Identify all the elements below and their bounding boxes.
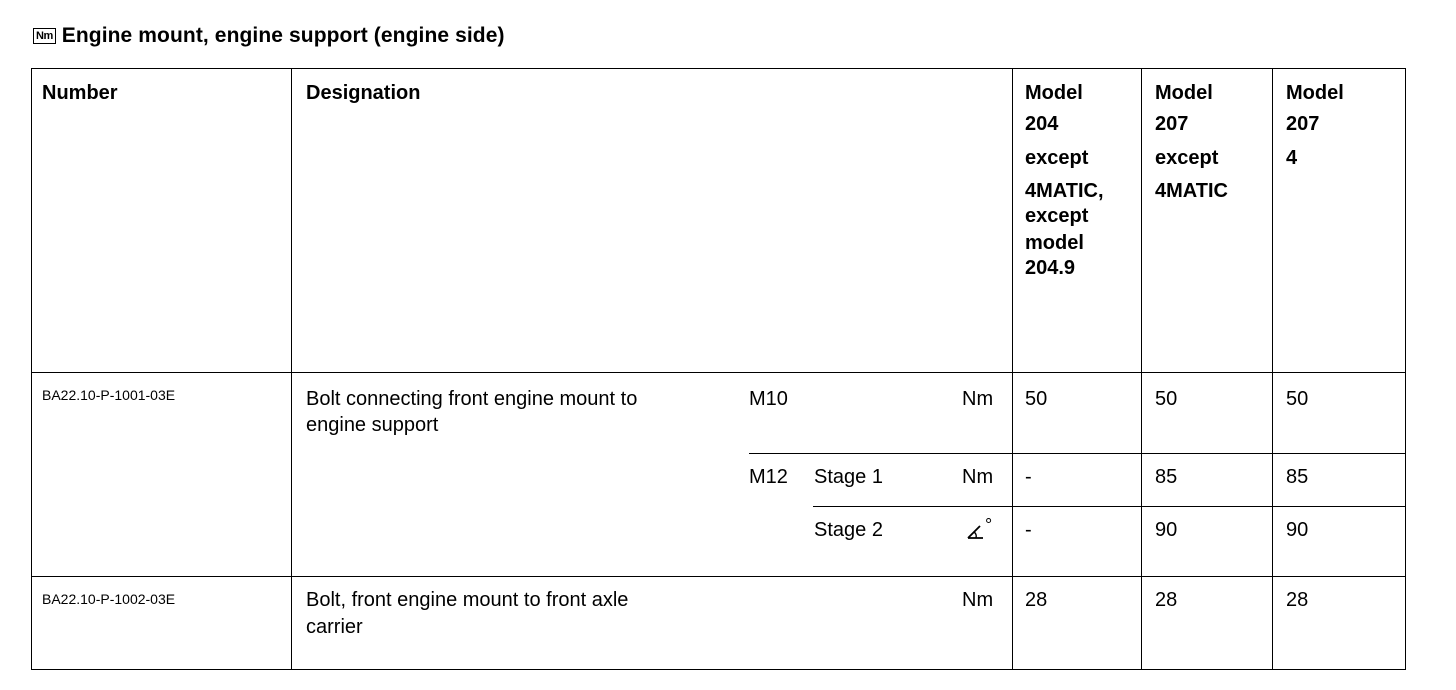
torque-value: - xyxy=(1025,466,1032,488)
designation-line: carrier xyxy=(306,616,363,638)
torque-value: 90 xyxy=(1286,519,1309,541)
header-designation: Designation xyxy=(306,82,421,104)
part-number: BA22.10-P-1002-03E xyxy=(42,591,176,607)
designation-line: Bolt, front engine mount to front axle xyxy=(306,589,629,611)
stage-label: Stage 1 xyxy=(814,466,883,488)
header-model-2-line: 4MATIC xyxy=(1155,180,1228,202)
column-divider xyxy=(291,68,292,670)
designation-line: engine support xyxy=(306,414,439,436)
row-divider xyxy=(749,453,1406,454)
torque-value: 50 xyxy=(1025,388,1048,410)
torque-value: - xyxy=(1025,519,1032,541)
unit-label: Nm xyxy=(962,388,994,410)
designation-line: Bolt connecting front engine mount to xyxy=(306,388,638,410)
header-model-3-line: 4 xyxy=(1286,147,1298,169)
header-model-1-line: 204.9 xyxy=(1025,257,1076,279)
section-title: Engine mount, engine support (engine side) xyxy=(61,24,505,47)
header-model-2-line: Model xyxy=(1155,82,1213,104)
header-model-1-line: Model xyxy=(1025,82,1083,104)
torque-value: 50 xyxy=(1286,388,1309,410)
column-divider xyxy=(1141,68,1142,670)
torque-value: 50 xyxy=(1155,388,1178,410)
unit-label: Nm xyxy=(962,466,994,488)
header-model-1-line: 204 xyxy=(1025,113,1059,135)
torque-value: 28 xyxy=(1025,589,1048,611)
header-model-1-line: 4MATIC, xyxy=(1025,180,1104,202)
header-model-3-line: Model xyxy=(1286,82,1344,104)
row-divider xyxy=(31,372,1406,373)
header-number: Number xyxy=(42,82,118,104)
header-model-1-line: except xyxy=(1025,147,1089,169)
row-divider xyxy=(813,506,1406,507)
header-model-1-line: except xyxy=(1025,205,1089,227)
header-model-3-line: 207 xyxy=(1286,113,1320,135)
thread-size: M10 xyxy=(749,388,788,410)
column-divider xyxy=(1272,68,1273,670)
header-model-1-line: model xyxy=(1025,232,1084,254)
row-divider xyxy=(31,576,1406,577)
unit-label: Nm xyxy=(962,589,994,611)
torque-value: 85 xyxy=(1155,466,1178,488)
section-header xyxy=(33,22,505,50)
torque-value: 90 xyxy=(1155,519,1178,541)
degree-symbol: ° xyxy=(985,515,993,535)
torque-value: 85 xyxy=(1286,466,1309,488)
header-model-2-line: 207 xyxy=(1155,113,1189,135)
column-divider xyxy=(1012,68,1013,670)
part-number: BA22.10-P-1001-03E xyxy=(42,387,176,403)
torque-value: 28 xyxy=(1155,589,1178,611)
stage-label: Stage 2 xyxy=(814,519,883,541)
torque-value: 28 xyxy=(1286,589,1309,611)
torque-nm-icon: Nm xyxy=(33,28,56,44)
header-model-2-line: except xyxy=(1155,147,1219,169)
thread-size: M12 xyxy=(749,466,788,488)
